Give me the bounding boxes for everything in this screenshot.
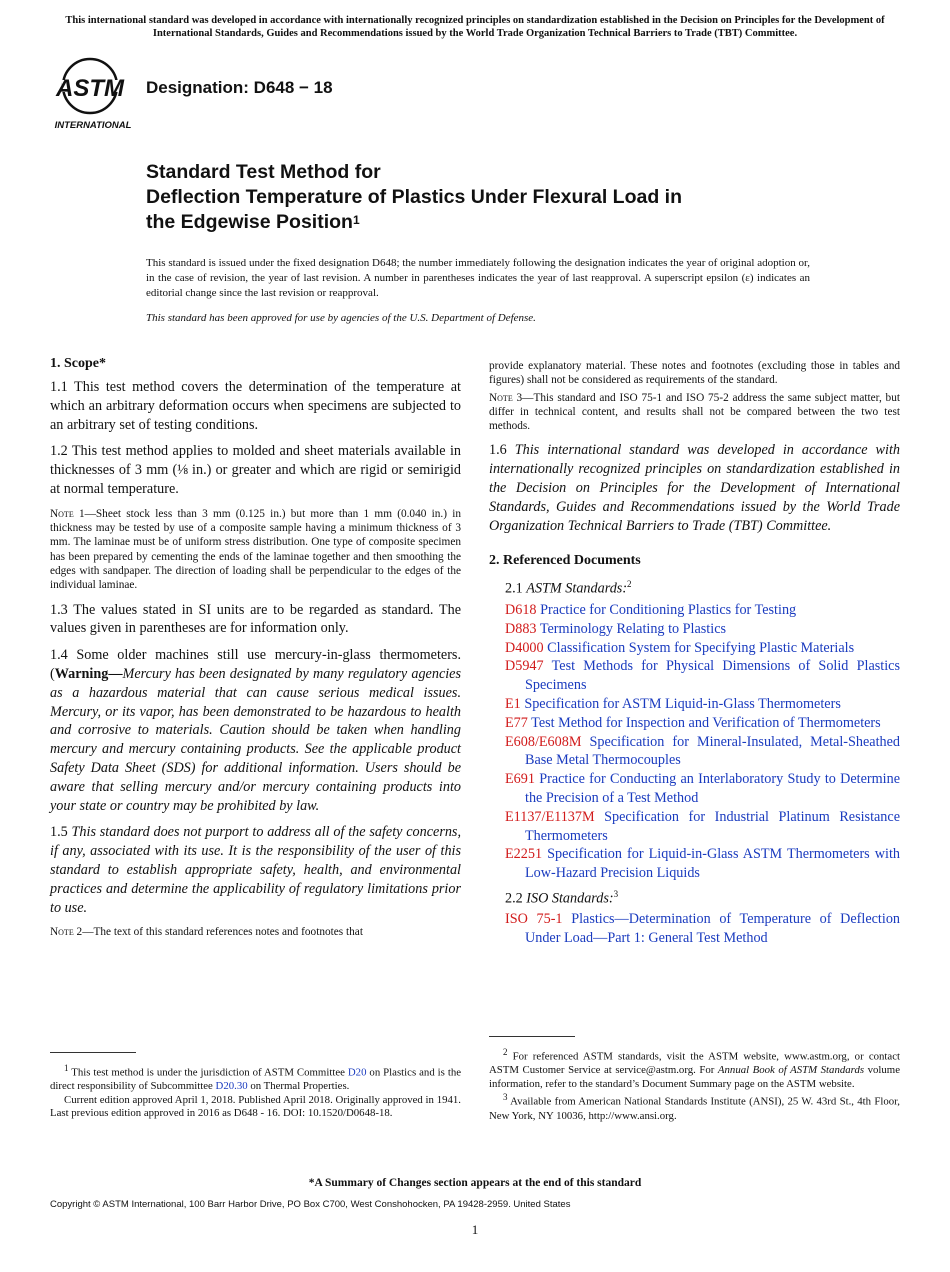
- reference-item[interactable]: E1137/E1137M Specification for Industrial Platinum Resistance Thermometers: [505, 808, 900, 844]
- reference-item[interactable]: D4000 Classification System for Specifying Plastic Materials: [505, 639, 855, 656]
- title-line-2: Deflection Temperature of Plastics Under Flexural Load in: [146, 186, 683, 208]
- title-line-1: Standard Test Method for: [146, 161, 381, 183]
- dod-approval-note: This standard has been approved for use by agencies of the U.S. Department of Defense.: [146, 312, 536, 324]
- reference-item[interactable]: E691 Practice for Conducting an Interlaboratory Study to Determine the Precision of a Test Method: [505, 771, 900, 806]
- reference-item[interactable]: E1 Specification for ASTM Liquid-in-Glass Thermometers: [505, 695, 841, 712]
- document-title: [146, 160, 866, 235]
- footnote-1-edition: Current edition approved April 1, 2018. Published April 2018. Originally approved in 1941. Last previous edition approved in 2016 as D648 - 16. DOI: 10.1520/D0648-18.: [50, 1093, 461, 1120]
- top-notice: This international standard was developed in accordance with internationally recognized principles on standardization established in the Decision on Principles for the Development of International Standards, Guides and Recommendations issued by the World Trade Organization Technical Barriers to Trade (TBT) Committee.: [65, 15, 885, 39]
- reference-item[interactable]: E77 Test Method for Inspection and Verification of Thermometers: [505, 714, 881, 731]
- section-referenced-documents-heading: 2. Referenced Documents: [489, 553, 641, 569]
- paragraph-1-5: 1.5 This standard does not purport to address all of the safety concerns, if any, associated with its use. It is the responsibility of the user of this standard to establish appropriate safety, health, and environmental practices and determine the applicability of regulatory limitations prior to use.: [50, 824, 462, 916]
- paragraph-1-4: 1.4 Some older machines still use mercury-in-glass thermometers. (Warning—Mercury has been designated by many regulatory agencies as a hazardous material that can cause serious medical issues. Mercury, or its vapor, has been demonstrated to be hazardous to health and corrosive to materials. Caution should be taken when handling mercury and mercury containing products. See the applicable product Safety Data Sheet (SDS) for additional information. Users should be aware that selling mercury and/or mercury containing products into your state or country may be prohibited by law.: [50, 647, 461, 814]
- reference-item[interactable]: E2251 Specification for Liquid-in-Glass ASTM Thermometers with Low-Hazard Precision Liquids: [505, 846, 900, 882]
- summary-of-changes-note: *A Summary of Changes section appears at the end of this standard: [308, 1177, 642, 1189]
- reference-item[interactable]: D5947 Test Methods for Physical Dimensions of Solid Plastics Specimens: [505, 658, 900, 694]
- note-3: Note 3—This standard and ISO 75-1 and ISO 75-2 address the same subject matter, but differ in technical content, and results shall not be compared between the two test methods.: [489, 391, 900, 433]
- astm-reference-list: [489, 601, 900, 883]
- footnote-rule-left: [50, 1052, 136, 1053]
- astm-logo: [52, 56, 134, 132]
- iso-standards-subheading: 2.2 ISO Standards:$^3$: [505, 888, 619, 907]
- subcommittee-d20-30-link[interactable]: D20.30: [215, 1080, 248, 1093]
- svg-text:ASTM: ASTM: [56, 75, 124, 102]
- paragraph-1-3: 1.3 The values stated in SI units are to be regarded as standard. The values given in parentheses are for information only.: [50, 601, 461, 637]
- footnotes-right: [489, 1046, 900, 1123]
- reference-item[interactable]: ISO 75-1 Plastics—Determination of Temperature of Deflection Under Load—Part 1: General Test Method: [505, 911, 901, 947]
- footnote-2: $^2$ For referenced ASTM standards, visit the ASTM website, www.astm.org, or contact ASTM Customer Service at service@astm.org. For Annual Book of ASTM Standards volume information, refer to the standard’s Document Summary page on the ASTM website.: [489, 1047, 900, 1090]
- warning-label: Warning—: [54, 665, 123, 682]
- footnote-1: $^1$ This test method is under the jurisdiction of ASTM Committee D20 on Plastics and is the direct responsibility of Subcommittee D20.30 on Thermal Properties.: [50, 1063, 462, 1093]
- paragraph-1-2: 1.2 This test method applies to molded and sheet materials available in thicknesses of 3 mm (⅛ in.) or greater and which are rigid or semirigid at normal temperature.: [50, 443, 461, 497]
- right-column: [489, 359, 900, 948]
- reference-item[interactable]: E608/E608M Specification for Mineral-Insulated, Metal-Sheathed Base Metal Thermocouples: [505, 733, 901, 769]
- title-line-3: the Edgewise Position$^1$: [146, 211, 360, 233]
- iso-reference-list: [489, 910, 900, 948]
- astm-standards-subheading: 2.1 ASTM Standards:$^2$: [505, 579, 632, 598]
- committee-d20-link[interactable]: D20: [347, 1066, 367, 1079]
- section-scope-heading: 1. Scope*: [50, 356, 106, 371]
- reference-item[interactable]: D883 Terminology Relating to Plastics: [505, 620, 727, 637]
- left-column: [50, 356, 461, 948]
- footnote-rule-right: [489, 1036, 575, 1037]
- svg-text:INTERNATIONAL: INTERNATIONAL: [54, 120, 132, 131]
- title-footnote-mark: 1: [352, 213, 360, 227]
- footnote-3: $^3$ Available from American National Standards Institute (ANSI), 25 W. 43rd St., 4th Floor, New York, NY 10036, http://www.ansi.org.: [489, 1092, 900, 1122]
- copyright-line: Copyright © ASTM International, 100 Barr Harbor Drive, PO Box C700, West Conshohocken, PA 19428-2959. United States: [50, 1199, 571, 1210]
- page-number: 1: [471, 1222, 479, 1237]
- intro-paragraph: This standard is issued under the fixed designation D648; the number immediately following the designation indicates the year of original adoption or, in the case of revision, the year of last revision. A number in parentheses indicates the year of last reapproval. A superscript epsilon (ε) indicates an editorial change since the last revision or reapproval.: [146, 257, 810, 299]
- note-1: Note 1—Sheet stock less than 3 mm (0.125 in.) but more than 1 mm (0.040 in.) in thickness may be tested by use of a composite sample having a minimum thickness of 3 mm. The laminae must be of uniform stress distribution. One type of composite specimen has been prepared by cementing the ends of the laminae together and then smoothing the edges with sandpaper. The direction of loading shall be perpendicular to the edges of the individual laminae.: [50, 507, 461, 592]
- astm-logo-icon: [52, 56, 134, 132]
- paragraph-1-1: 1.1 This test method covers the determination of the temperature at which an arbitrary deformation occurs when specimens are subjected to an arbitrary set of testing conditions.: [50, 379, 461, 433]
- note-2-part-2: provide explanatory material. These notes and footnotes (excluding those in tables and figures) shall not be considered as requirements of the standard.: [489, 360, 900, 387]
- note-2-part-1: Note 2—The text of this standard references notes and footnotes that: [50, 926, 363, 939]
- reference-item[interactable]: D618 Practice for Conditioning Plastics for Testing: [505, 602, 797, 618]
- paragraph-1-6: 1.6 This international standard was developed in accordance with internationally recognized principles on standardization established in the Decision on Principles for the Development of International Standards, Guides and Recommendations issued by the World Trade Organization Technical Barriers to Trade (TBT) Committee.: [489, 442, 900, 534]
- footnotes-left: [50, 1062, 461, 1121]
- designation: Designation: D648 − 18: [146, 78, 333, 97]
